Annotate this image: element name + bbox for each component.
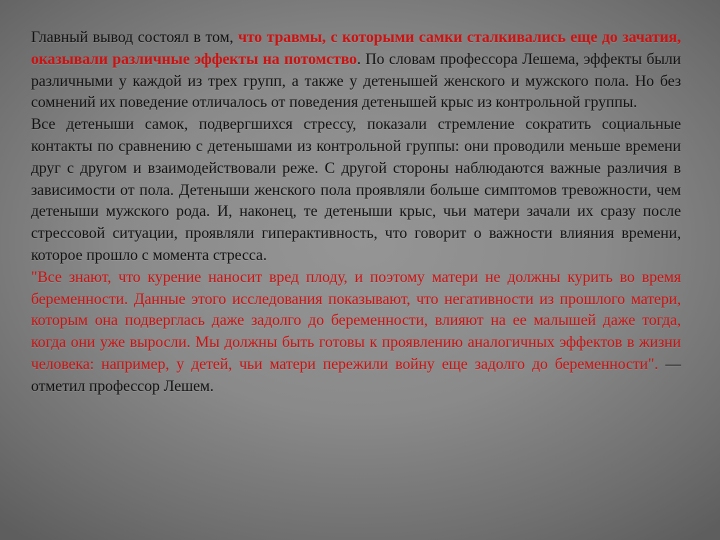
paragraph-stress-offspring: Все детеныши самок, подвергшихся стрессу, показали стремление сократить социальные контакты по сравнению с детенышами из контрольной группы: они проводили меньше времени друг с другом и взаимодействовали реже. С другой стороны наблюдаются важные различия в зависимости от пола. Детеныши женского пола проявляли больше симптомов тревожности, чем детеныши мужского рода. И, наконец, те детеныши крыс, чьи матери зачали их сразу после стрессовой ситуации, проявляли гиперактивность, что говорит о важности влияния времени, которое прошло с момента стресса. — [31, 116, 681, 264]
quote-attribution: — отметил профессор Лешем. — [31, 355, 681, 395]
paragraph1-rest: . По словам профессора Лешема, эффекты были различными у каждой из трех групп, а также у детенышей женского и мужского пола. Но без сомнений их поведение отличалось от поведения детенышей крыс из контрольной группы. — [31, 50, 682, 112]
paragraph-main-conclusion — [31, 27, 681, 114]
paragraph-professor-quote — [31, 267, 681, 398]
paragraph1-intro: Главный вывод состоял в том, — [31, 29, 239, 46]
quote-text: "Все знают, что курение наносит вред плоду, и поэтому матери не должны курить во время беременности. Данные этого исследования показывают, что негативности из прошлого матери, которым она подверглась даже задолго до беременности, влияют на ее малышей даже тогда, когда они уже выросли. Мы должны быть готовы к проявлению аналогичных эффектов в жизни человека: например, у детей, чьи матери пережили войну еще задолго до беременности". — [31, 268, 681, 373]
paragraph1-highlight: что травмы, с которыми самки сталкивались еще до зачатия, оказывали различные эффекты на потомство — [31, 29, 681, 68]
slide-text-body — [31, 27, 681, 398]
